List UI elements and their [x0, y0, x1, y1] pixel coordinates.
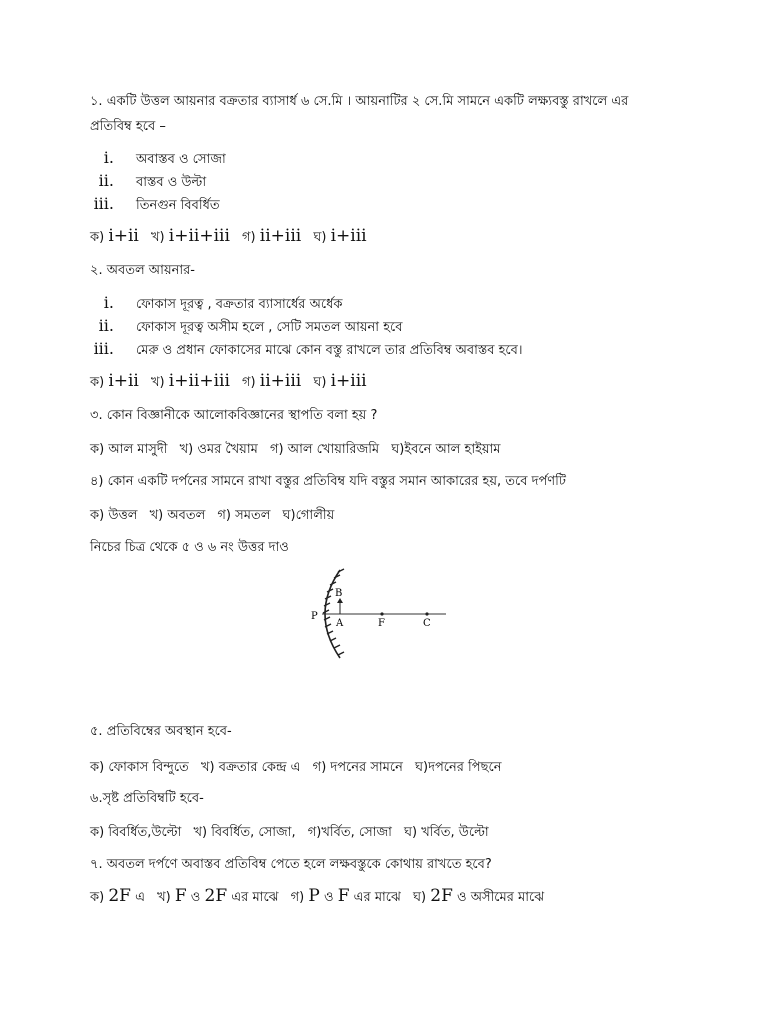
- q2-option-b-label: খ): [151, 375, 165, 390]
- q2-option-b: i+ii+iii: [168, 371, 230, 391]
- question-7-text: ৭. অবতল দর্পণে অবাস্তব প্রতিবিম্ব পেতে হলে লক্ষবস্তুকে কোথায় রাখতে হবে?: [90, 857, 492, 872]
- q2-option-d-label: ঘ): [313, 375, 327, 390]
- q3-option-c-label: গ): [269, 442, 284, 457]
- q1-item-3-numeral: iii.: [93, 194, 114, 213]
- q5-option-a: ফোকাস বিন্দুতে: [108, 760, 189, 775]
- q7-option-d-math: 2F: [430, 886, 453, 906]
- q7-option-d-text: ও অসীমের মাঝে: [457, 890, 545, 905]
- q2-option-a-label: ক): [90, 375, 105, 390]
- q1-option-a-label: ক): [90, 230, 105, 245]
- q7-option-b-math-1: F: [174, 886, 187, 906]
- q7-option-a-math: 2F: [108, 886, 131, 906]
- q3-option-a: আল মাসুদী: [108, 442, 168, 457]
- q6-option-b: বিবর্ধিত, সোজা: [211, 825, 292, 840]
- q2-option-a: i+ii: [108, 371, 139, 391]
- q1-option-c-label: গ): [242, 230, 256, 245]
- q3-option-b: ওমর খৈয়াম: [197, 442, 258, 457]
- q1-item-1-numeral: i.: [103, 148, 114, 167]
- focus-point: [380, 612, 383, 615]
- q6-option-c: খর্বিত, সোজা: [321, 825, 392, 840]
- q6-option-d-label: ঘ): [404, 825, 418, 840]
- q2-option-c: ii+iii: [259, 371, 302, 391]
- q5-option-b: বক্রতার কেন্দ্র এ: [218, 760, 301, 775]
- question-5-text: ৫. প্রতিবিম্বের অবস্থান হবে-: [90, 724, 232, 739]
- label-c: C: [423, 618, 431, 629]
- q3-option-d: ইবনে আল হাইয়াম: [404, 442, 501, 457]
- q3-option-b-label: খ): [179, 442, 194, 457]
- q2-item-3: মেরু ও প্রধান ফোকাসের মাঝে কোন বস্তু রাখলে তার প্রতিবিম্ব অবাস্তব হবে।: [136, 343, 523, 358]
- q6-option-d: খর্বিত, উল্টো: [421, 825, 489, 840]
- question-1-text-cont: প্রতিবিম্ব হবে –: [90, 119, 166, 134]
- q2-item-2: ফোকাস দূরত্ব অসীম হলে , সেটি সমতল আয়না হবে: [136, 320, 403, 335]
- question-2-options: [90, 371, 367, 394]
- question-6-options: ক) বিবর্ধিত,উল্টো খ) বিবর্ধিত, সোজা, গ)খর্বিত, সোজা ঘ) খর্বিত, উল্টো: [90, 825, 489, 840]
- q7-option-c-math-1: P: [308, 886, 320, 906]
- center-of-curvature-point: [425, 612, 428, 615]
- q4-option-c-label: গ): [217, 508, 231, 523]
- q5-option-c-label: গ): [312, 760, 327, 775]
- q4-option-b-label: খ): [149, 508, 164, 523]
- diagram-instruction: নিচের চিত্র থেকে ৫ ও ৬ নং উত্তর দাও: [90, 540, 289, 555]
- question-1-text: ১. একটি উত্তল আয়নার বক্রতার ব্যাসার্ধ ৬ সে.মি । আয়নাটির ২ সে.মি সামনে একটি লক্ষ্যবস্তু রাখলে এর: [90, 94, 629, 109]
- q7-option-b-math-2: 2F: [204, 886, 228, 906]
- q1-item-1: অবাস্তব ও সোজা: [136, 152, 226, 167]
- q4-option-a-label: ক): [90, 508, 105, 523]
- q6-option-a: বিবর্ধিত,উল্টো: [108, 825, 182, 840]
- q4-option-a: উত্তল: [108, 508, 138, 523]
- q5-option-a-label: ক): [90, 760, 105, 775]
- q7-option-c-math-2: F: [337, 886, 350, 906]
- q1-option-d: i+iii: [330, 226, 367, 246]
- q6-option-a-label: ক): [90, 825, 105, 840]
- label-p: P: [311, 611, 318, 622]
- q7-option-a-text: এ: [135, 890, 145, 905]
- q3-option-c: আল খোয়ারিজমি: [287, 442, 380, 457]
- q1-item-2: বাস্তব ও উল্টা: [136, 175, 207, 190]
- question-3-options: [90, 440, 501, 461]
- q7-option-b-text-1: ও: [190, 890, 201, 905]
- question-3-text: ৩. কোন বিজ্ঞানীকে আলোকবিজ্ঞানের স্থাপতি বলা হয় ?: [90, 408, 378, 423]
- q5-option-c: দপনের সামনে: [330, 760, 403, 775]
- q7-option-c-text-2: এর মাঝে: [353, 890, 401, 905]
- q2-option-c-label: গ): [242, 375, 256, 390]
- q1-item-3: তিনগুন বিবর্ধিত: [136, 198, 220, 213]
- q1-option-c: ii+iii: [259, 226, 302, 246]
- label-a: A: [336, 618, 344, 629]
- q5-option-d: দপনের পিছনে: [428, 760, 502, 775]
- q6-option-b-label: খ): [193, 825, 208, 840]
- q7-option-b-label: খ): [157, 890, 171, 905]
- question-7-options: [90, 886, 544, 909]
- q2-item-3-numeral: iii.: [93, 339, 114, 358]
- q4-option-c: সমতল: [235, 508, 271, 523]
- q7-option-c-label: গ): [290, 890, 305, 905]
- q2-option-d: i+iii: [330, 371, 367, 391]
- question-4-options: [90, 506, 334, 527]
- q7-option-c-text-1: ও: [323, 890, 334, 905]
- question-5-options: [90, 758, 501, 779]
- concave-mirror-diagram: [300, 566, 460, 662]
- q3-option-a-label: ক): [90, 442, 105, 457]
- label-f: F: [378, 618, 385, 629]
- q7-option-b-text-2: এর মাঝে: [231, 890, 279, 905]
- q2-item-1-numeral: i.: [103, 293, 114, 312]
- question-6-text: ৬.সৃষ্ট প্রতিবিম্বটি হবে-: [90, 791, 204, 806]
- q4-option-b: অবতল: [167, 508, 206, 523]
- q6-option-c-label: গ): [307, 825, 322, 840]
- q1-option-b-label: খ): [151, 230, 165, 245]
- q1-option-a: i+ii: [108, 226, 139, 246]
- q4-option-d-label: ঘ): [282, 508, 296, 523]
- q5-option-b-label: খ): [200, 760, 215, 775]
- q4-option-d: গোলীয়: [295, 508, 335, 523]
- q7-option-a-label: ক): [90, 890, 105, 905]
- label-b: B: [335, 588, 343, 599]
- q7-option-d-label: ঘ): [413, 890, 427, 905]
- question-1-options: [90, 226, 367, 249]
- q1-option-b: i+ii+iii: [168, 226, 230, 246]
- question-4-text: ৪) কোন একটি দর্পনের সামনে রাখা বস্তুর প্রতিবিম্ব যদি বস্তুর সমান আকারের হয়, তবে দর্পণটি: [90, 474, 566, 489]
- q2-item-1: ফোকাস দূরত্ব , বক্রতার ব্যাসার্ধের অর্ধেক: [136, 297, 343, 312]
- q5-option-d-label: ঘ): [415, 760, 429, 775]
- question-2-text: ২. অবতল আয়নার-: [90, 263, 195, 278]
- q2-item-2-numeral: ii.: [98, 316, 114, 335]
- q1-item-2-numeral: ii.: [98, 171, 114, 190]
- q3-option-d-label: ঘ): [391, 442, 405, 457]
- q1-option-d-label: ঘ): [313, 230, 327, 245]
